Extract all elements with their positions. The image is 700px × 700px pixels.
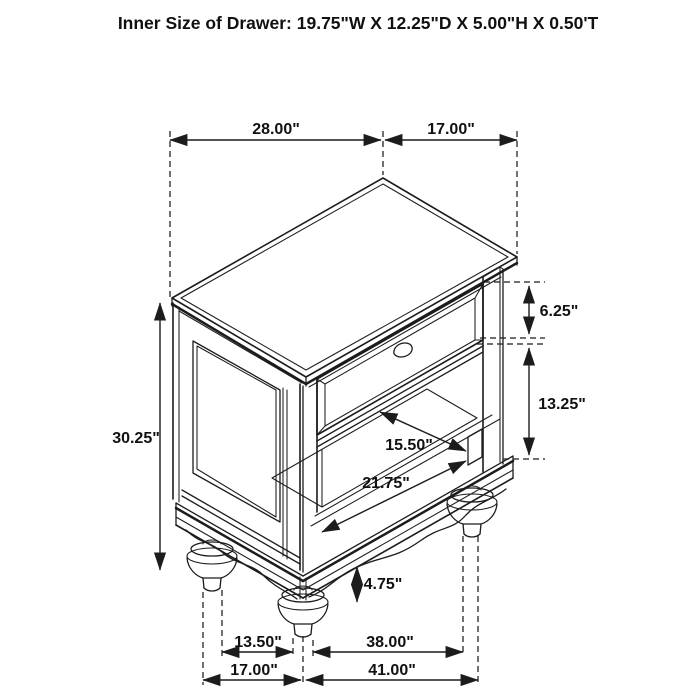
dim-line-base-opening-width bbox=[322, 461, 466, 532]
dim-label-leg-spacing-width: 38.00" bbox=[366, 634, 414, 651]
dim-label-leg-height: 4.75" bbox=[363, 576, 403, 593]
dim-label-drawer-face-height: 6.25" bbox=[539, 303, 579, 320]
dimension-lines bbox=[160, 140, 529, 680]
dim-label-overall-depth: 17.00" bbox=[230, 662, 278, 679]
foot-front bbox=[278, 586, 328, 637]
dim-label-open-shelf-height: 13.25" bbox=[538, 396, 586, 413]
right-corner-post bbox=[483, 267, 503, 472]
diagram-title: Inner Size of Drawer: 19.75"W X 12.25"D X 5.00"H X 0.50'T bbox=[117, 13, 599, 33]
dimension-labels bbox=[112, 121, 586, 679]
drawer-handle bbox=[394, 343, 412, 357]
apron-right bbox=[309, 489, 506, 597]
front-corner-post bbox=[300, 384, 303, 572]
dim-label-overall-height: 30.25" bbox=[112, 430, 160, 447]
dim-label-shelf-opening: 15.50" bbox=[385, 437, 433, 454]
dim-label-top-depth: 17.00" bbox=[427, 121, 475, 138]
dim-label-overall-width: 41.00" bbox=[368, 662, 416, 679]
dim-label-top-width: 28.00" bbox=[252, 121, 300, 138]
dim-label-leg-spacing-depth: 13.50" bbox=[234, 634, 282, 651]
dim-label-base-opening: 21.75" bbox=[362, 475, 410, 492]
